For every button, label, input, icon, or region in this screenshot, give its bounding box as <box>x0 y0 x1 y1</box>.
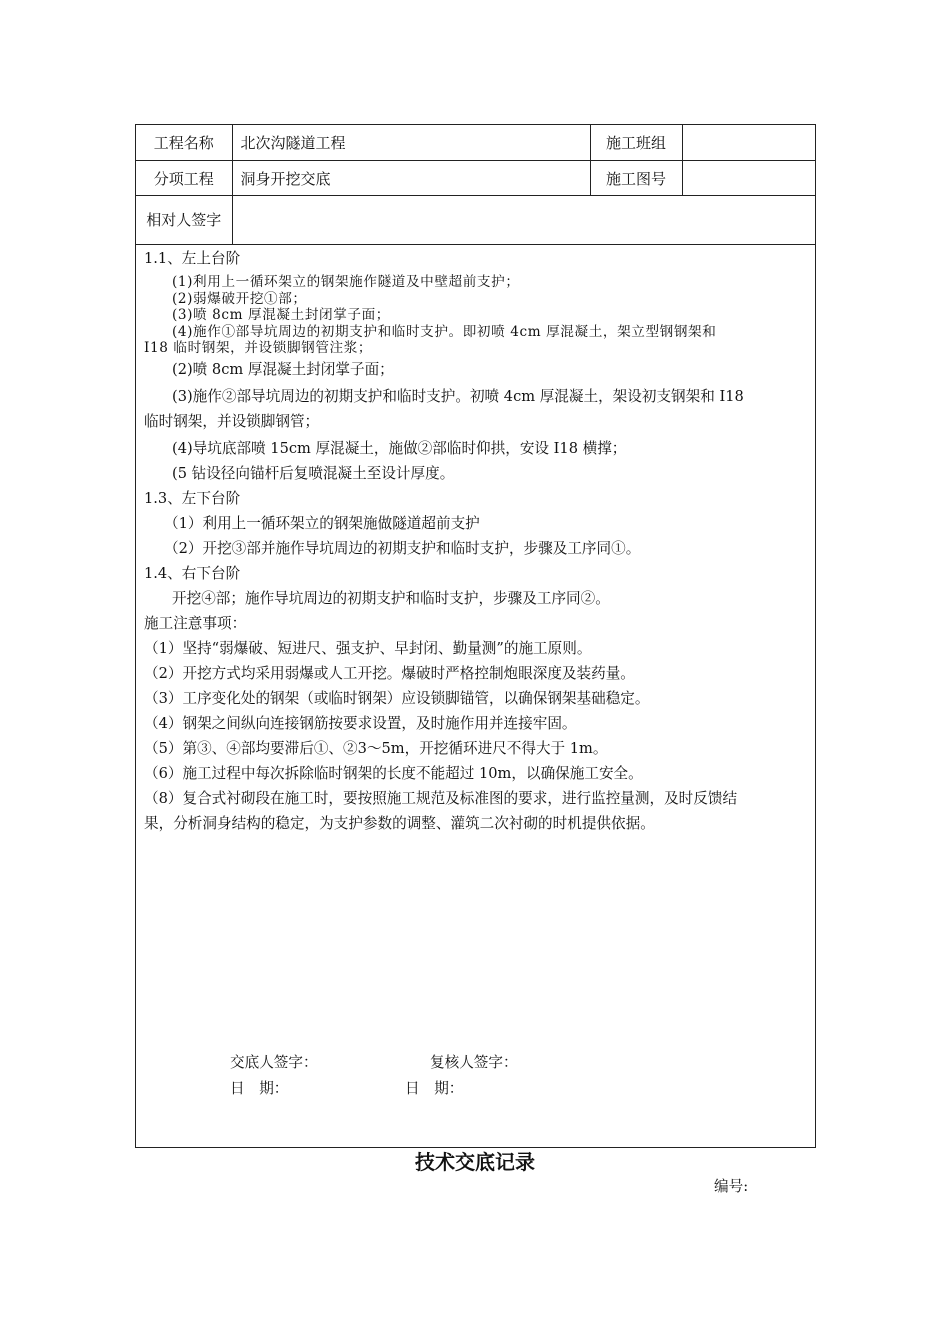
signature-block <box>230 1050 790 1102</box>
document-number-label: 编号: <box>714 1178 749 1195</box>
note-item: 果，分析洞身结构的稳定，为支护参数的调整、灌筑二次衬砌的时机提供依据。 <box>144 814 655 832</box>
note-item: （3）工序变化处的钢架（或临时钢架）应设锁脚锚管，以确保钢架基础稳定。 <box>144 689 650 707</box>
content-line: 临时钢架，并设锁脚钢管； <box>144 412 320 430</box>
section-title: 1.1、左上台阶 <box>144 250 241 267</box>
note-item: （2）开挖方式均采用弱爆或人工开挖。爆破时严格控制炮眼深度及装药量。 <box>144 664 635 682</box>
team-label: 施工班组 <box>590 125 682 161</box>
document-title: 技术交底记录 <box>415 1150 535 1174</box>
notes-title: 施工注意事项： <box>144 614 247 632</box>
signature-row <box>230 1050 790 1076</box>
content-line: （1）利用上一循环架立的钢架施做隧道超前支护 <box>164 514 480 532</box>
note-item: （6）施工过程中每次拆除临时钢架的长度不能超过 10m，以确保施工安全。 <box>144 764 643 782</box>
content-line: (2)喷 8cm 厚混凝土封闭掌子面； <box>172 360 394 378</box>
header-row-project <box>136 125 815 161</box>
section-title: 1.3、左下台阶 <box>144 489 241 507</box>
note-item: （1）坚持“弱爆破、短进尺、强支护、早封闭、勤量测”的施工原则。 <box>144 639 592 657</box>
signers-value <box>232 196 815 245</box>
content-line: (3)施作②部导坑周边的初期支护和临时支护。初喷 4cm 厚混凝土，架设初支钢架和 I18 <box>172 387 744 405</box>
note-item: （4）钢架之间纵向连接钢筋按要求设置，及时施作用并连接牢固。 <box>144 714 577 732</box>
header-row-subproject <box>136 161 815 196</box>
date-label-handover: 日 期： <box>230 1080 289 1097</box>
sub-project-value: 洞身开挖交底 <box>232 161 590 196</box>
date-label-reviewer: 日 期： <box>405 1080 464 1097</box>
sub-project-label: 分项工程 <box>136 161 232 196</box>
content-line: (4)导坑底部喷 15cm 厚混凝土，施做②部临时仰拱，安设 I18 横撑； <box>172 439 627 457</box>
date-row <box>230 1076 790 1102</box>
disclosure-content <box>136 245 815 836</box>
signers-label: 相对人签字 <box>136 196 232 245</box>
content-line: (3)喷 8cm 厚混凝土封闭掌子面； <box>172 307 390 323</box>
disclosure-form <box>135 124 816 1148</box>
project-name-label: 工程名称 <box>136 125 232 161</box>
team-value <box>682 125 815 161</box>
note-item: （8）复合式衬砌段在施工时，要按照施工规范及标准图的要求，进行监控量测，及时反馈结 <box>144 789 738 807</box>
header-table <box>136 125 815 245</box>
content-line: I18 临时钢架，并设锁脚钢管注浆； <box>144 340 373 356</box>
reviewer-signature-label: 复核人签字： <box>430 1054 518 1071</box>
content-line: (2)弱爆破开挖①部； <box>172 290 307 307</box>
project-name-value: 北次沟隧道工程 <box>232 125 590 161</box>
content-line: 开挖④部；施作导坑周边的初期支护和临时支护，步骤及工序同②。 <box>172 589 610 607</box>
header-row-signers <box>136 196 815 245</box>
section-title: 1.4、右下台阶 <box>144 564 241 582</box>
content-line: (1)利用上一循环架立的钢架施作隧道及中壁超前支护； <box>172 274 520 290</box>
drawing-no-value <box>682 161 815 196</box>
content-line: （2）开挖③部并施作导坑周边的初期支护和临时支护，步骤及工序同①。 <box>164 539 641 557</box>
drawing-no-label: 施工图号 <box>590 161 682 196</box>
handover-signature-label: 交底人签字： <box>230 1054 318 1071</box>
content-line: (5 钻设径向锚杆后复喷混凝土至设计厚度。 <box>172 464 455 482</box>
note-item: （5）第③、④部均要滞后①、②3～5m，开挖循环进尺不得大于 1m。 <box>144 739 608 757</box>
content-line: (4)施作①部导坑周边的初期支护和临时支护。即初喷 4cm 厚混凝土，架立型钢钢架和 <box>172 323 717 340</box>
